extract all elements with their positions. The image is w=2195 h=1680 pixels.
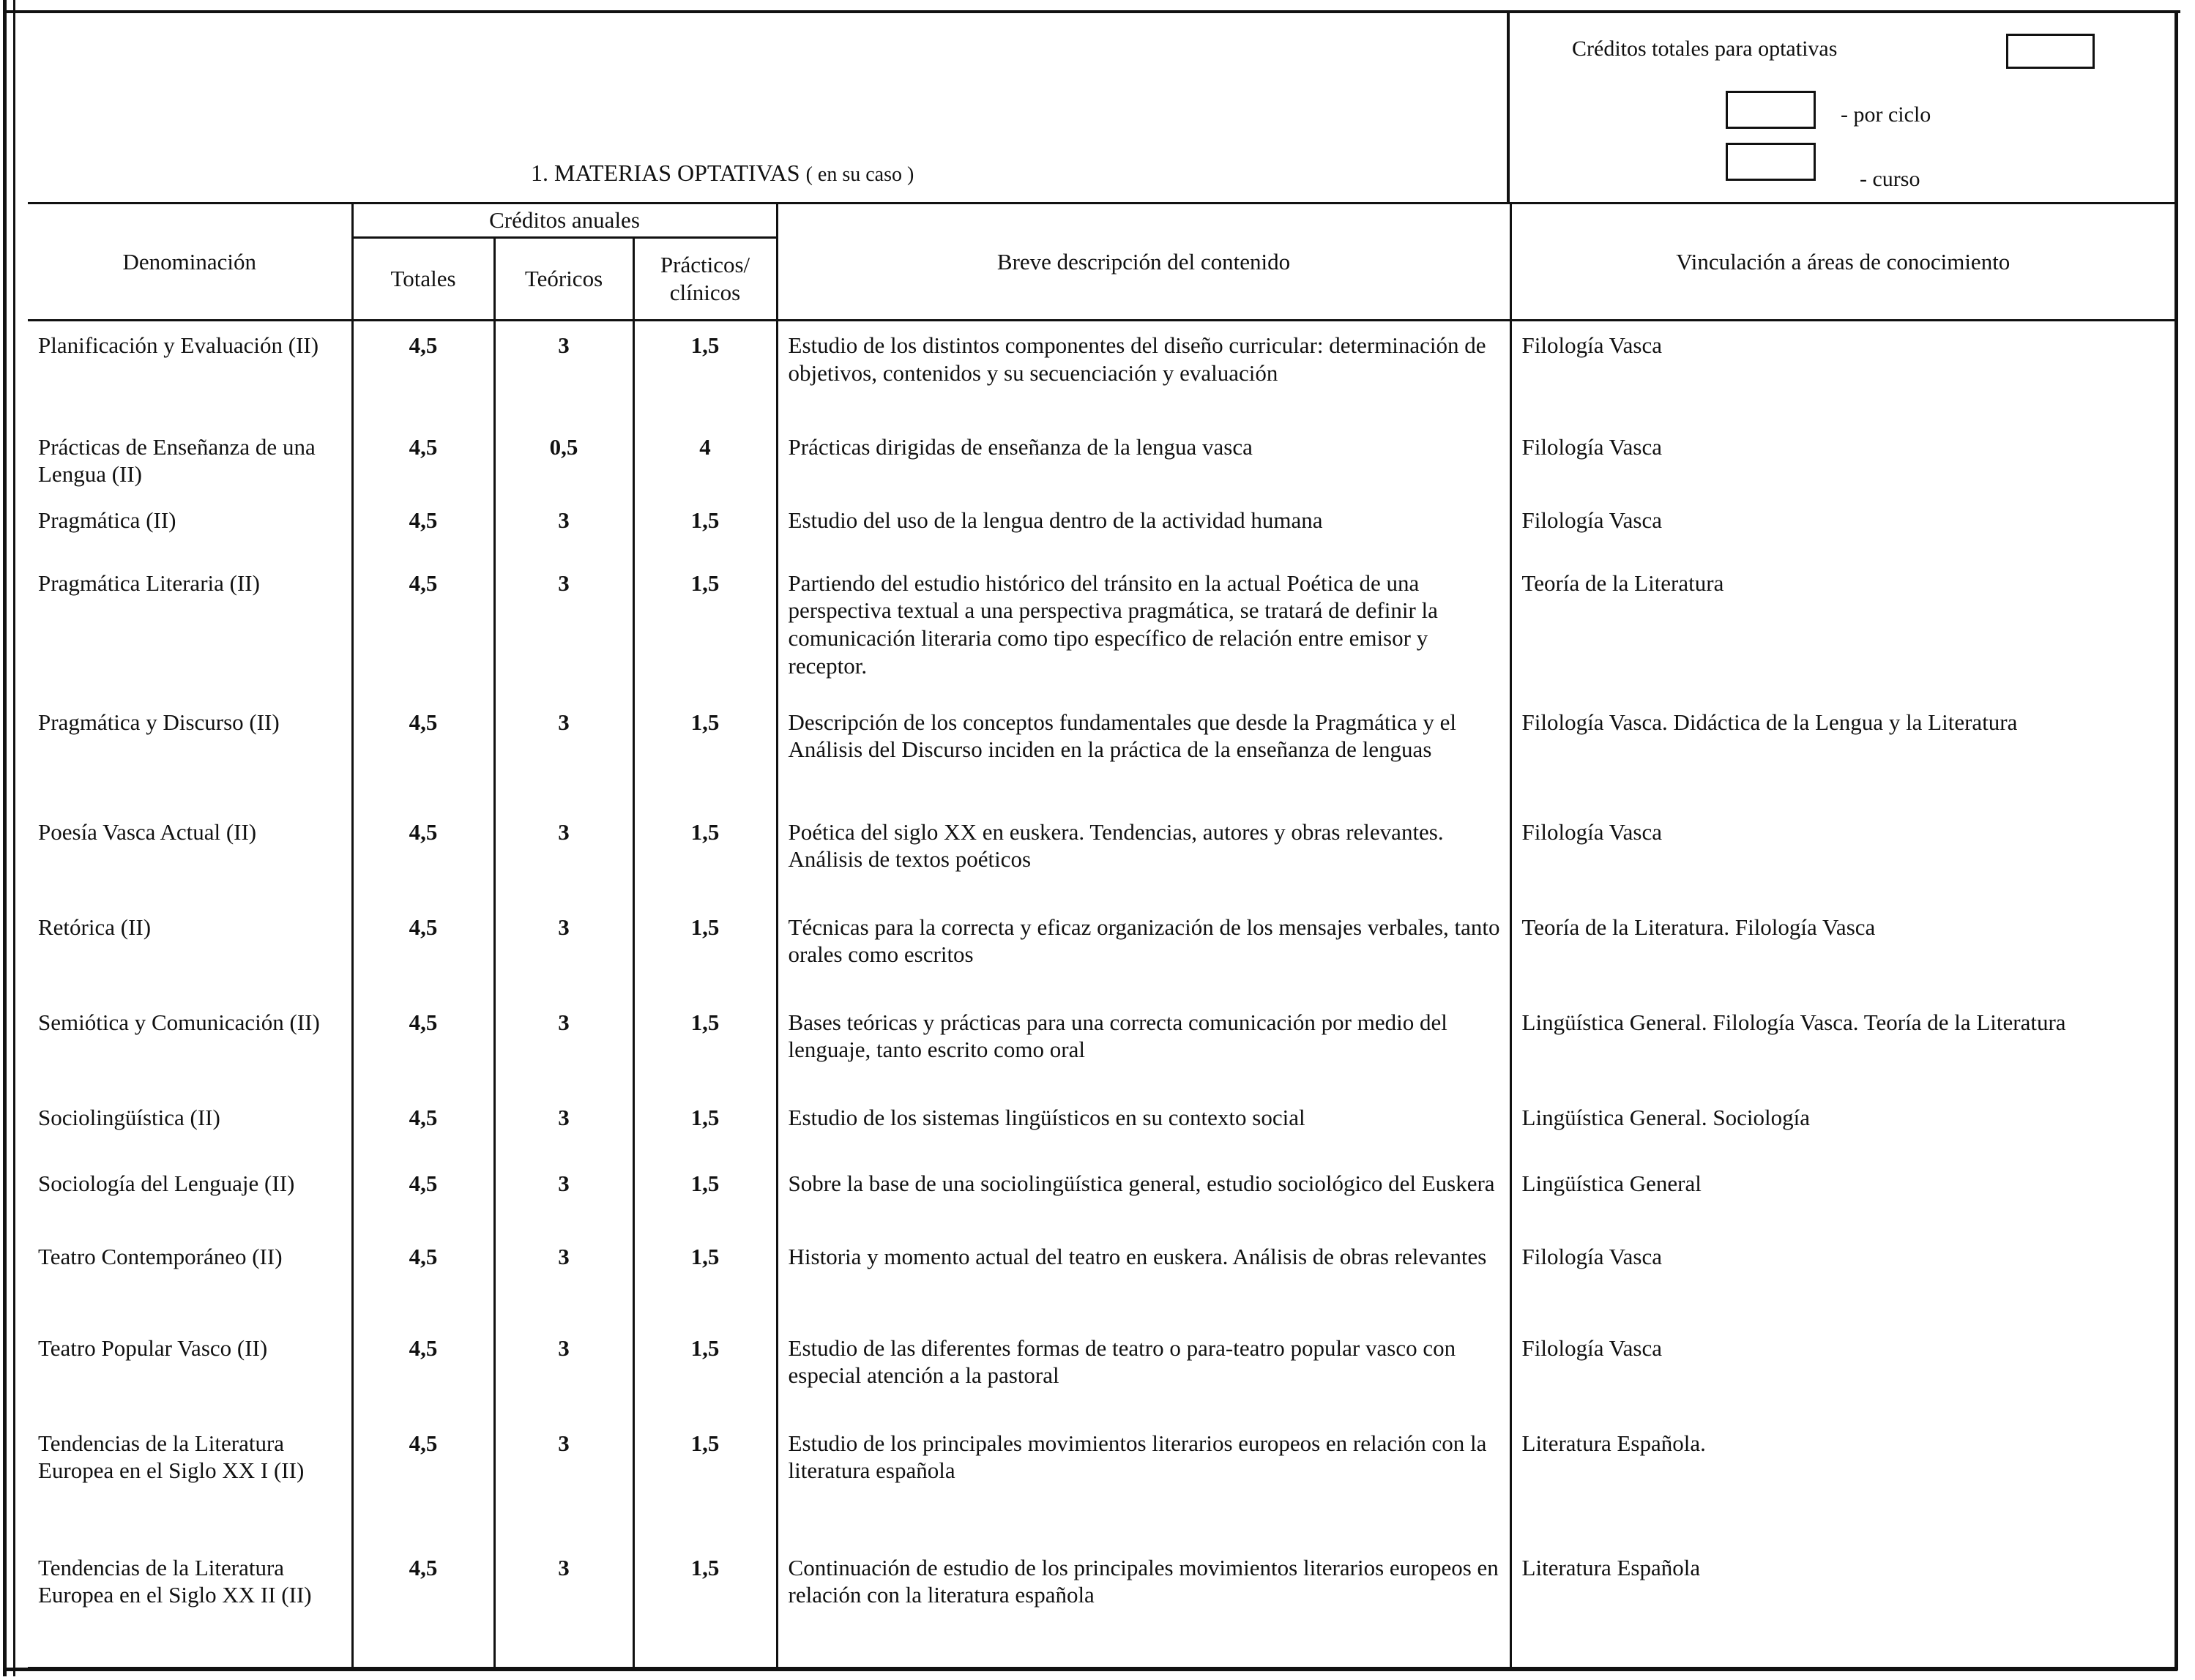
cell-practice: 1,5	[633, 903, 777, 998]
cell-theory: 3	[494, 321, 633, 423]
cell-name: Poesía Vasca Actual (II)	[28, 808, 352, 903]
cell-name: Sociolingüística (II)	[28, 1094, 352, 1160]
table-row	[28, 559, 2174, 698]
cell-description: Bases teóricas y prácticas para una correcta comunicación por medio del lenguaje, tanto escrito como oral	[777, 998, 1510, 1094]
table-row	[28, 808, 2174, 903]
col-header-theory: Teóricos	[494, 238, 633, 321]
col-header-total: Totales	[352, 238, 494, 321]
table-row	[28, 423, 2174, 496]
cell-total: 4,5	[352, 1094, 494, 1160]
cell-theory: 3	[494, 1324, 633, 1419]
cell-theory: 3	[494, 1094, 633, 1160]
col-header-name: Denominación	[28, 204, 352, 321]
cell-total: 4,5	[352, 423, 494, 496]
frame-left-inner-line	[13, 0, 15, 1676]
cell-practice: 1,5	[633, 698, 777, 808]
cell-description: Historia y momento actual del teatro en euskera. Análisis de obras relevantes	[777, 1233, 1510, 1324]
cell-description: Estudio de los sistemas lingüísticos en su contexto social	[777, 1094, 1510, 1160]
frame-top-line	[3, 10, 2180, 13]
cell-practice: 1,5	[633, 1544, 777, 1668]
cell-theory: 3	[494, 1233, 633, 1324]
table-row	[28, 1160, 2174, 1233]
cell-description: Partiendo del estudio histórico del tránsito en la actual Poética de una perspectiva textual a una perspectiva pragmática, se tratará de definir la comunicación literaria como tipo específico de relación entre emisor y receptor.	[777, 559, 1510, 698]
cell-areas: Filología Vasca	[1510, 1233, 2174, 1324]
cell-areas: Filología Vasca	[1510, 496, 2174, 559]
per-cycle-label: - por ciclo	[1841, 102, 1931, 127]
cell-areas: Teoría de la Literatura	[1510, 559, 2174, 698]
cell-theory: 0,5	[494, 423, 633, 496]
cell-areas: Filología Vasca	[1510, 808, 2174, 903]
cell-theory: 3	[494, 1160, 633, 1233]
cell-areas: Lingüística General. Sociología	[1510, 1094, 2174, 1160]
table-row	[28, 1419, 2174, 1544]
cell-description: Poética del siglo XX en euskera. Tendencias, autores y obras relevantes. Análisis de textos poéticos	[777, 808, 1510, 903]
cell-theory: 3	[494, 559, 633, 698]
table-row	[28, 1094, 2174, 1160]
cell-description: Técnicas para la correcta y eficaz organización de los mensajes verbales, tanto orales como escritos	[777, 903, 1510, 998]
col-header-annual-credits: Créditos anuales	[352, 204, 777, 238]
cell-total: 4,5	[352, 559, 494, 698]
col-header-description: Breve descripción del contenido	[777, 204, 1510, 321]
cell-name: Tendencias de la Literatura Europea en el Siglo XX II (II)	[28, 1544, 352, 1668]
cell-areas: Filología Vasca	[1510, 423, 2174, 496]
cell-practice: 1,5	[633, 1324, 777, 1419]
table-row	[28, 496, 2174, 559]
cell-name: Teatro Contemporáneo (II)	[28, 1233, 352, 1324]
cell-description: Estudio de las diferentes formas de teatro o para-teatro popular vasco con especial atención a la pastoral	[777, 1324, 1510, 1419]
cell-description: Descripción de los conceptos fundamentales que desde la Pragmática y el Análisis del Discurso inciden en la práctica de la enseñanza de lenguas	[777, 698, 1510, 808]
cell-theory: 3	[494, 1419, 633, 1544]
table-row	[28, 1544, 2174, 1668]
cell-practice: 1,5	[633, 496, 777, 559]
table-row	[28, 321, 2174, 423]
cell-total: 4,5	[352, 1324, 494, 1419]
cell-name: Sociología del Lenguaje (II)	[28, 1160, 352, 1233]
cell-description: Estudio de los principales movimientos literarios europeos en relación con la literatura española	[777, 1419, 1510, 1544]
cell-areas: Filología Vasca	[1510, 1324, 2174, 1419]
frame-left-outer-line	[3, 0, 7, 1676]
credits-total-label: Créditos totales para optativas	[1572, 37, 1838, 61]
cell-areas: Teoría de la Literatura. Filología Vasca	[1510, 903, 2174, 998]
cell-name: Retórica (II)	[28, 903, 352, 998]
table-row	[28, 1324, 2174, 1419]
course-box[interactable]	[1726, 143, 1816, 181]
credits-total-box[interactable]	[2006, 34, 2095, 69]
cell-total: 4,5	[352, 321, 494, 423]
cell-practice: 1,5	[633, 1419, 777, 1544]
cell-practice: 1,5	[633, 998, 777, 1094]
cell-name: Pragmática (II)	[28, 496, 352, 559]
cell-practice: 1,5	[633, 1094, 777, 1160]
frame-right-line	[2174, 10, 2178, 1670]
cell-areas: Filología Vasca. Didáctica de la Lengua y la Literatura	[1510, 698, 2174, 808]
cell-total: 4,5	[352, 496, 494, 559]
cell-name: Tendencias de la Literatura Europea en el Siglo XX I (II)	[28, 1419, 352, 1544]
cell-areas: Lingüística General. Filología Vasca. Teoría de la Literatura	[1510, 998, 2174, 1094]
header-divider	[1507, 10, 1510, 204]
cell-areas: Literatura Española.	[1510, 1419, 2174, 1544]
cell-total: 4,5	[352, 1233, 494, 1324]
cell-areas: Lingüística General	[1510, 1160, 2174, 1233]
table-body	[28, 321, 2174, 1668]
cell-description: Sobre la base de una sociolingüística general, estudio sociológico del Euskera	[777, 1160, 1510, 1233]
cell-total: 4,5	[352, 1160, 494, 1233]
cell-name: Pragmática Literaria (II)	[28, 559, 352, 698]
cell-theory: 3	[494, 808, 633, 903]
section-title	[531, 160, 914, 187]
section-title-note: ( en su caso )	[805, 163, 914, 186]
cell-practice: 4	[633, 423, 777, 496]
cell-name: Prácticas de Enseñanza de una Lengua (II)	[28, 423, 352, 496]
cell-name: Teatro Popular Vasco (II)	[28, 1324, 352, 1419]
cell-description: Estudio de los distintos componentes del diseño curricular: determinación de objetivos, contenidos y su secuenciación y evaluación	[777, 321, 1510, 423]
cell-total: 4,5	[352, 1419, 494, 1544]
per-cycle-box[interactable]	[1726, 91, 1816, 129]
cell-total: 4,5	[352, 698, 494, 808]
cell-theory: 3	[494, 998, 633, 1094]
cell-practice: 1,5	[633, 321, 777, 423]
cell-theory: 3	[494, 1544, 633, 1668]
cell-practice: 1,5	[633, 808, 777, 903]
cell-practice: 1,5	[633, 1160, 777, 1233]
elective-subjects-table	[28, 202, 2174, 1669]
cell-total: 4,5	[352, 903, 494, 998]
cell-areas: Literatura Española	[1510, 1544, 2174, 1668]
cell-total: 4,5	[352, 1544, 494, 1668]
cell-total: 4,5	[352, 998, 494, 1094]
section-title-text: 1. MATERIAS OPTATIVAS	[531, 160, 800, 186]
table-row	[28, 698, 2174, 808]
cell-theory: 3	[494, 903, 633, 998]
cell-areas: Filología Vasca	[1510, 321, 2174, 423]
course-label: - curso	[1860, 167, 1920, 191]
cell-description: Estudio del uso de la lengua dentro de la actividad humana	[777, 496, 1510, 559]
cell-name: Pragmática y Discurso (II)	[28, 698, 352, 808]
cell-description: Continuación de estudio de los principales movimientos literarios europeos en relación con la literatura española	[777, 1544, 1510, 1668]
cell-name: Planificación y Evaluación (II)	[28, 321, 352, 423]
cell-practice: 1,5	[633, 1233, 777, 1324]
cell-name: Semiótica y Comunicación (II)	[28, 998, 352, 1094]
cell-theory: 3	[494, 698, 633, 808]
cell-description: Prácticas dirigidas de enseñanza de la lengua vasca	[777, 423, 1510, 496]
col-header-practice: Prácticos/ clínicos	[633, 238, 777, 321]
table-row	[28, 1233, 2174, 1324]
cell-practice: 1,5	[633, 559, 777, 698]
cell-theory: 3	[494, 496, 633, 559]
table-row	[28, 903, 2174, 998]
cell-total: 4,5	[352, 808, 494, 903]
table-row	[28, 998, 2174, 1094]
col-header-areas: Vinculación a áreas de conocimiento	[1510, 204, 2174, 321]
